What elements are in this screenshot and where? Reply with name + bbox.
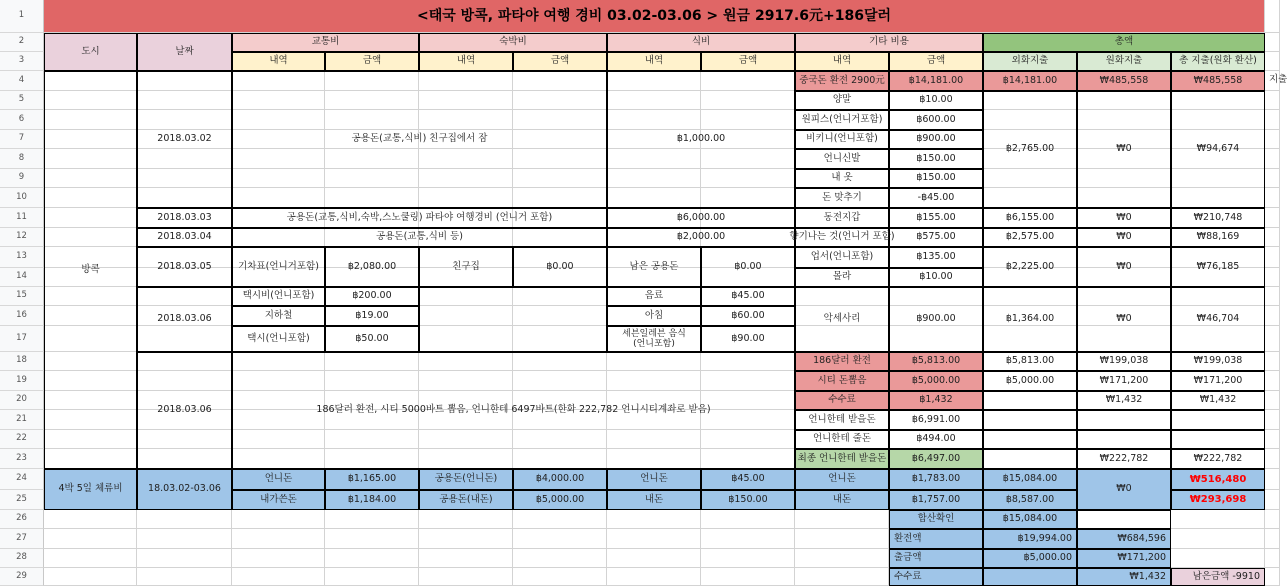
empty-cell[interactable]	[1265, 33, 1280, 52]
empty-cell[interactable]	[419, 529, 513, 549]
header-krw[interactable]: 원화지출	[1077, 52, 1171, 71]
empty-cell[interactable]	[795, 568, 889, 586]
empty-cell[interactable]	[1171, 549, 1265, 568]
krw-total[interactable]: ₩171,200	[1077, 371, 1171, 391]
empty-cell[interactable]	[607, 549, 701, 568]
transport-amount[interactable]: ฿19.00	[325, 306, 419, 326]
krw-total[interactable]: ₩199,038	[1077, 352, 1171, 371]
empty-cell[interactable]	[325, 549, 419, 568]
food-amount[interactable]: ฿60.00	[701, 306, 795, 326]
other-amount[interactable]: ฿10.00	[889, 268, 983, 287]
stay-period[interactable]: 18.03.02-03.06	[137, 469, 232, 510]
withdraw-krw[interactable]: ₩171,200	[1077, 549, 1171, 568]
header-amount[interactable]: 금액	[513, 52, 607, 71]
summary-fx[interactable]: ฿8,587.00	[983, 490, 1077, 510]
transport-amount[interactable]: ฿50.00	[325, 326, 419, 352]
empty-cell[interactable]	[1265, 391, 1280, 410]
empty-cell[interactable]	[1265, 352, 1280, 371]
row-number: 12	[0, 228, 44, 247]
empty-cell[interactable]	[795, 510, 889, 529]
row-number: 23	[0, 449, 44, 469]
grand-total[interactable]: ₩171,200	[1171, 371, 1265, 391]
summary-amount[interactable]: ฿1,757.00	[889, 490, 983, 510]
empty-cell[interactable]	[513, 568, 607, 586]
empty-cell[interactable]	[513, 529, 607, 549]
empty-cell[interactable]	[513, 510, 607, 529]
transport-amount[interactable]: ฿200.00	[325, 287, 419, 306]
other-amount[interactable]: ฿600.00	[889, 110, 983, 130]
other-item[interactable]: 업서(언니포함)	[795, 247, 889, 268]
empty-cell[interactable]	[44, 510, 137, 529]
header-amount[interactable]: 금액	[325, 52, 419, 71]
header-item[interactable]: 내역	[419, 52, 513, 71]
summary-item[interactable]: 내가쓴돈	[232, 490, 325, 510]
krw-total[interactable]: ₩222,782	[1077, 449, 1171, 469]
other-amount[interactable]: ฿6,991.00	[889, 410, 983, 430]
header-amount[interactable]: 금액	[701, 52, 795, 71]
summary-item[interactable]: 공용돈(언니돈)	[419, 469, 513, 490]
header-total-krw[interactable]: 총 지출(원화 환산)	[1171, 52, 1265, 71]
food-0303[interactable]: ฿6,000.00	[607, 208, 795, 228]
other-item[interactable]: 중국돈 환전 2900元	[795, 71, 889, 91]
header-total[interactable]: 총액	[983, 33, 1265, 52]
empty-total[interactable]	[1171, 410, 1265, 430]
transport-item[interactable]: 지하철	[232, 306, 325, 326]
empty-cell[interactable]	[701, 529, 795, 549]
fx-total[interactable]: ฿14,181.00	[983, 71, 1077, 91]
empty-cell[interactable]	[1265, 510, 1280, 529]
other-item[interactable]: 동전지갑	[795, 208, 889, 228]
other-item[interactable]: 언니한테 줄돈	[795, 430, 889, 449]
fx-krw[interactable]: ₩684,596	[1077, 529, 1171, 549]
grand-total[interactable]: ₩222,782	[1171, 449, 1265, 469]
summary-item[interactable]: 언니돈	[607, 469, 701, 490]
transport-item[interactable]: 택시(언니포함)	[232, 326, 325, 352]
date-0304[interactable]: 2018.03.04	[137, 228, 232, 247]
lodging-0304[interactable]: 공용돈(교통,식비 등)	[232, 228, 607, 247]
other-amount[interactable]: ฿900.00	[889, 130, 983, 149]
empty-cell[interactable]	[1265, 130, 1280, 149]
grand-total[interactable]: ₩210,748	[1171, 208, 1265, 228]
summary-amount[interactable]: ฿1,184.00	[325, 490, 419, 510]
header-city[interactable]: 도시	[44, 33, 137, 71]
empty-cell[interactable]	[1265, 268, 1280, 287]
empty-cell[interactable]	[701, 510, 795, 529]
withdraw-thb[interactable]: ฿5,000.00	[983, 549, 1077, 568]
other-item[interactable]: 언니신발	[795, 149, 889, 169]
krw-total[interactable]: ₩485,558	[1077, 71, 1171, 91]
row-number: 28	[0, 549, 44, 568]
empty-cell[interactable]	[1265, 0, 1280, 33]
note-0306[interactable]: 186달러 환전, 시티 5000바트 뽑음, 언니한테 6497바트(한화 222,782 언니시티계좌로 받음)	[232, 352, 795, 469]
row-number: 26	[0, 510, 44, 529]
empty-cell[interactable]	[1265, 371, 1280, 391]
header-amount[interactable]: 금액	[889, 52, 983, 71]
empty-cell[interactable]	[1265, 469, 1280, 490]
other-item[interactable]: 원피스(언니거포함)	[795, 110, 889, 130]
empty-cell[interactable]	[1265, 91, 1280, 110]
food-amount[interactable]: ฿0.00	[701, 247, 795, 287]
fee-label[interactable]: 수수료	[889, 568, 983, 586]
row-number: 22	[0, 430, 44, 449]
empty-total[interactable]	[983, 430, 1077, 449]
row-number: 29	[0, 568, 44, 586]
empty-cell[interactable]	[1265, 568, 1280, 586]
sum-value[interactable]: ฿15,084.00	[983, 510, 1077, 529]
other-amount[interactable]: ฿5,813.00	[889, 352, 983, 371]
empty-cell[interactable]	[137, 549, 232, 568]
krw-total[interactable]: ₩1,432	[1077, 391, 1171, 410]
row-number: 20	[0, 391, 44, 410]
transport-amount[interactable]: ฿2,080.00	[325, 247, 419, 287]
empty-cell[interactable]	[1265, 110, 1280, 130]
empty-cell[interactable]	[137, 529, 232, 549]
row-number: 7	[0, 130, 44, 149]
grand-total[interactable]: ₩46,704	[1171, 287, 1265, 352]
empty-cell[interactable]	[1265, 169, 1280, 188]
krw-total[interactable]: ₩0	[1077, 287, 1171, 352]
fx-thb[interactable]: ฿19,994.00	[983, 529, 1077, 549]
fee-thb-empty[interactable]	[983, 568, 1077, 586]
other-amount[interactable]: ฿575.00	[889, 228, 983, 247]
fx-total[interactable]: ฿6,155.00	[983, 208, 1077, 228]
header-item[interactable]: 내역	[795, 52, 889, 71]
header-transport[interactable]: 교통비	[232, 33, 419, 52]
remaining-amount[interactable]: 남은금액 -9910	[1171, 568, 1265, 586]
lodging-amount[interactable]: ฿0.00	[513, 247, 607, 287]
header-date[interactable]: 날짜	[137, 33, 232, 71]
empty-cell[interactable]	[1265, 149, 1280, 169]
fx-total[interactable]: ฿1,364.00	[983, 287, 1077, 352]
fx-total[interactable]: ฿2,225.00	[983, 247, 1077, 287]
other-amount[interactable]: ฿5,000.00	[889, 371, 983, 391]
date-0302[interactable]: 2018.03.02	[137, 71, 232, 208]
empty-cell[interactable]	[1265, 549, 1280, 568]
row-number: 21	[0, 410, 44, 430]
empty-cell[interactable]	[44, 549, 137, 568]
summary-amount[interactable]: ฿1,783.00	[889, 469, 983, 490]
stay-label[interactable]: 4박 5일 체류비	[44, 469, 137, 510]
row-number: 3	[0, 52, 44, 71]
fx-total[interactable]: ฿2,575.00	[983, 228, 1077, 247]
empty-cell[interactable]	[607, 510, 701, 529]
empty-cell[interactable]	[325, 568, 419, 586]
empty-cell[interactable]	[1265, 430, 1280, 449]
other-amount[interactable]: ฿6,497.00	[889, 449, 983, 469]
row-number: 14	[0, 268, 44, 287]
overflow-text[interactable]: 지출	[1265, 71, 1280, 91]
summary-krw[interactable]: ₩0	[1077, 469, 1171, 510]
food-item[interactable]: 아침	[607, 306, 701, 326]
krw-total[interactable]: ₩0	[1077, 208, 1171, 228]
row-number: 13	[0, 247, 44, 268]
krw-total[interactable]: ₩0	[1077, 228, 1171, 247]
transport-item[interactable]: 기차표(언니거포함)	[232, 247, 325, 287]
date-0306[interactable]: 2018.03.06	[137, 287, 232, 352]
summary-amount[interactable]: ฿150.00	[701, 490, 795, 510]
date-0303[interactable]: 2018.03.03	[137, 208, 232, 228]
lodging-item[interactable]: 친구집	[419, 247, 513, 287]
other-item[interactable]: 악세사리	[795, 287, 889, 352]
other-item[interactable]: 돈 맞추기	[795, 188, 889, 208]
empty-total[interactable]	[983, 410, 1077, 430]
empty-cell[interactable]	[232, 510, 325, 529]
fx-total[interactable]: ฿2,765.00	[983, 91, 1077, 208]
lodging-0303[interactable]: 공용돈(교통,식비,숙박,스노쿨링) 파타야 여행경비 (언니거 포함)	[232, 208, 607, 228]
empty-total[interactable]	[1077, 430, 1171, 449]
empty-cell[interactable]	[44, 529, 137, 549]
food-amount[interactable]: ฿90.00	[701, 326, 795, 352]
empty-cell[interactable]	[419, 549, 513, 568]
header-other[interactable]: 기타 비용	[795, 33, 983, 52]
empty-cell[interactable]	[1265, 449, 1280, 469]
fx-total[interactable]: ฿5,813.00	[983, 352, 1077, 371]
other-item[interactable]: 시티 돈뽑음	[795, 371, 889, 391]
empty-cell[interactable]	[137, 568, 232, 586]
empty-cell[interactable]	[419, 568, 513, 586]
fx-total[interactable]	[983, 449, 1077, 469]
header-item[interactable]: 내역	[232, 52, 325, 71]
header-fx[interactable]: 외화지출	[983, 52, 1077, 71]
empty-total[interactable]	[1171, 430, 1265, 449]
other-item[interactable]: 186달러 환전	[795, 352, 889, 371]
empty-cell[interactable]	[701, 568, 795, 586]
row-number: 27	[0, 529, 44, 549]
row-number: 15	[0, 287, 44, 306]
grand-total[interactable]: ₩485,558	[1171, 71, 1265, 91]
empty-total[interactable]	[1077, 410, 1171, 430]
empty-cell[interactable]	[1265, 188, 1280, 208]
other-amount[interactable]: -฿45.00	[889, 188, 983, 208]
food-item[interactable]: 세븐일레븐 음식 (언니포함)	[607, 326, 701, 352]
empty-cell[interactable]	[325, 510, 419, 529]
row-number: 16	[0, 306, 44, 326]
fx-label[interactable]: 환전액	[889, 529, 983, 549]
row-number: 17	[0, 326, 44, 352]
summary-fx[interactable]: ฿15,084.00	[983, 469, 1077, 490]
other-amount[interactable]: ฿494.00	[889, 430, 983, 449]
empty-cell[interactable]	[1265, 529, 1280, 549]
other-amount[interactable]: ฿150.00	[889, 149, 983, 169]
food-0302[interactable]: ฿1,000.00	[607, 71, 795, 208]
krw-total[interactable]: ₩0	[1077, 247, 1171, 287]
other-amount[interactable]: ฿14,181.00	[889, 71, 983, 91]
summary-amount[interactable]: ฿4,000.00	[513, 469, 607, 490]
empty-cell[interactable]	[1265, 287, 1280, 306]
header-food[interactable]: 식비	[607, 33, 795, 52]
fx-total[interactable]: ฿5,000.00	[983, 371, 1077, 391]
date-0306[interactable]: 2018.03.06	[137, 352, 232, 469]
summary-item[interactable]: 내돈	[795, 490, 889, 510]
row-number: 10	[0, 188, 44, 208]
food-item[interactable]: 남은 공용돈	[607, 247, 701, 287]
summary-total-krw[interactable]: ₩293,698	[1171, 490, 1265, 510]
empty-cell[interactable]	[232, 549, 325, 568]
row-number: 9	[0, 169, 44, 188]
other-amount[interactable]: ฿900.00	[889, 287, 983, 352]
empty-cell[interactable]	[1265, 326, 1280, 352]
row-number: 25	[0, 490, 44, 510]
other-item[interactable]: 최종 언니한테 받을돈	[795, 449, 889, 469]
sum-empty[interactable]	[1077, 510, 1171, 529]
other-amount[interactable]: ฿10.00	[889, 91, 983, 110]
summary-amount[interactable]: ฿45.00	[701, 469, 795, 490]
empty-cell[interactable]	[1171, 510, 1265, 529]
food-item[interactable]: 음료	[607, 287, 701, 306]
grand-total[interactable]: ₩94,674	[1171, 91, 1265, 208]
other-item[interactable]: 언니한테 받을돈	[795, 410, 889, 430]
other-item[interactable]: 내 옷	[795, 169, 889, 188]
summary-item[interactable]: 내돈	[607, 490, 701, 510]
summary-amount[interactable]: ฿1,165.00	[325, 469, 419, 490]
row-number: 24	[0, 469, 44, 490]
empty-cell[interactable]	[795, 549, 889, 568]
summary-item[interactable]: 공용돈(내돈)	[419, 490, 513, 510]
row-number: 5	[0, 91, 44, 110]
empty-cell[interactable]	[325, 529, 419, 549]
lodging-0302[interactable]: 공용돈(교통,식비) 친구집에서 잠	[232, 71, 607, 208]
food-0304[interactable]: ฿2,000.00	[607, 228, 795, 247]
krw-total[interactable]: ₩0	[1077, 91, 1171, 208]
empty-cell[interactable]	[44, 568, 137, 586]
empty-cell[interactable]	[232, 529, 325, 549]
food-amount[interactable]: ฿45.00	[701, 287, 795, 306]
other-item[interactable]: 수수료	[795, 391, 889, 410]
empty-cell[interactable]	[1171, 529, 1265, 549]
empty-cell[interactable]	[1265, 208, 1280, 228]
other-item[interactable]: 몰라	[795, 268, 889, 287]
other-amount[interactable]: ฿155.00	[889, 208, 983, 228]
summary-item[interactable]: 언니돈	[795, 469, 889, 490]
row-number: 18	[0, 352, 44, 371]
header-item[interactable]: 내역	[607, 52, 701, 71]
fee-krw[interactable]: ₩1,432	[1077, 568, 1171, 586]
sum-label[interactable]: 합산확인	[889, 510, 983, 529]
row-number: 4	[0, 71, 44, 91]
empty-cell[interactable]	[1265, 306, 1280, 326]
grand-total[interactable]: ₩88,169	[1171, 228, 1265, 247]
grand-total[interactable]: ₩76,185	[1171, 247, 1265, 287]
row-number: 19	[0, 371, 44, 391]
lodging-empty[interactable]	[419, 287, 607, 352]
empty-cell[interactable]	[137, 510, 232, 529]
empty-cell[interactable]	[701, 549, 795, 568]
summary-total-krw[interactable]: ₩516,480	[1171, 469, 1265, 490]
other-item[interactable]: 양말	[795, 91, 889, 110]
withdraw-label[interactable]: 출금액	[889, 549, 983, 568]
fx-total[interactable]	[983, 391, 1077, 410]
empty-cell[interactable]	[419, 510, 513, 529]
empty-cell[interactable]	[607, 529, 701, 549]
empty-cell[interactable]	[1265, 52, 1280, 71]
row-number: 8	[0, 149, 44, 169]
empty-cell[interactable]	[1265, 228, 1280, 247]
city-bangkok[interactable]: 방콕	[44, 71, 137, 469]
other-item[interactable]: 향기나는 것(언니거 포함)	[795, 228, 889, 247]
empty-cell[interactable]	[513, 549, 607, 568]
empty-cell[interactable]	[607, 568, 701, 586]
other-item[interactable]: 비키니(언니포함)	[795, 130, 889, 149]
other-amount[interactable]: ฿150.00	[889, 169, 983, 188]
empty-cell[interactable]	[1265, 410, 1280, 430]
row-number: 6	[0, 110, 44, 130]
summary-item[interactable]: 언니돈	[232, 469, 325, 490]
other-amount[interactable]: ฿135.00	[889, 247, 983, 268]
grand-total[interactable]: ₩1,432	[1171, 391, 1265, 410]
row-number: 11	[0, 208, 44, 228]
row-number: 2	[0, 33, 44, 52]
empty-cell[interactable]	[795, 529, 889, 549]
empty-cell[interactable]	[1265, 490, 1280, 510]
grand-total[interactable]: ₩199,038	[1171, 352, 1265, 371]
row-number: 1	[0, 0, 44, 33]
other-amount[interactable]: ฿1,432	[889, 391, 983, 410]
empty-cell[interactable]	[1265, 247, 1280, 268]
sheet-title[interactable]: <태국 방콕, 파타야 여행 경비 03.02-03.06 > 원금 2917.6元+186달러	[44, 0, 1265, 33]
summary-amount[interactable]: ฿5,000.00	[513, 490, 607, 510]
transport-item[interactable]: 택시비(언니포함)	[232, 287, 325, 306]
empty-cell[interactable]	[232, 568, 325, 586]
date-0305[interactable]: 2018.03.05	[137, 247, 232, 287]
header-lodging[interactable]: 숙박비	[419, 33, 607, 52]
